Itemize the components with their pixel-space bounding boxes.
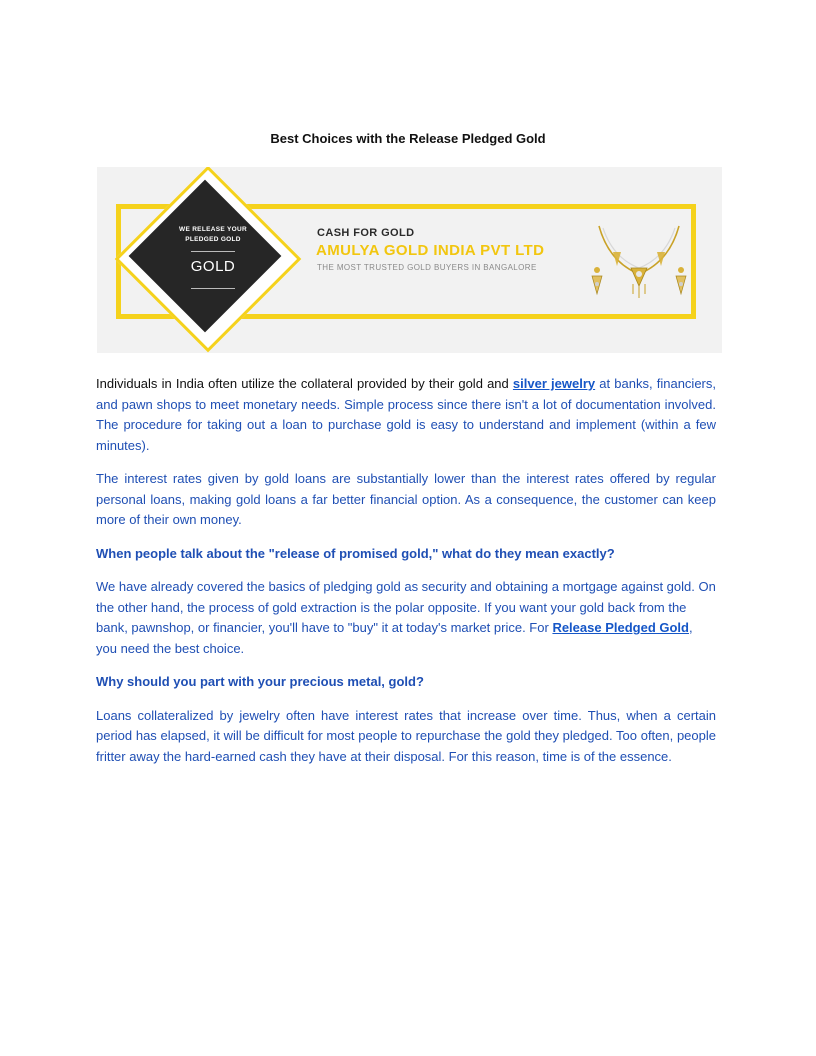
- badge-main: GOLD: [190, 258, 236, 275]
- badge-line1: WE RELEASE YOUR: [179, 226, 247, 233]
- paragraph-1-rest: at banks, financiers, and pawn shops to meet monetary needs. Simple process since there isn't a lot of documentation involved. The procedure for taking out a loan to purchase gold is easy to understand and implement (within a few minutes).: [96, 376, 716, 453]
- document-title: Best Choices with the Release Pledged Gold: [270, 131, 546, 146]
- paragraph-3-end: , you need the best choice.: [96, 620, 693, 656]
- banner-kicker: CASH FOR GOLD: [317, 227, 415, 239]
- gold-necklace-earrings-icon: [591, 222, 687, 300]
- paragraph-4: Loans collateralized by jewelry often have interest rates that increase over time. Thus, when a certain period has elapsed, it will be difficult for most people to repurchase the gold they pledged. Too often, people fritter away the hard-earned cash they have at their disposal. For this reason, time is of the essence.: [96, 707, 716, 764]
- paragraph-1-intro: Individuals in India often utilize the collateral provided by their gold and: [96, 376, 509, 391]
- paragraph-3-text: We have already covered the basics of pledging gold as security and obtaining a mortgage against gold. On the other hand, the process of gold extraction is the polar opposite. If you want your gold back from the bank, pawnshop, or financier, you'll have to "buy" it at today's market price. For: [96, 579, 716, 635]
- badge-text: [167, 225, 259, 289]
- promo-banner: [97, 167, 722, 353]
- silver-jewelry-link[interactable]: silver jewelry: [512, 376, 596, 391]
- section-heading-2: Why should you part with your precious metal, gold?: [96, 674, 424, 689]
- article-body: [96, 374, 716, 780]
- release-pledged-gold-link[interactable]: Release Pledged Gold: [552, 620, 689, 635]
- paragraph-2: The interest rates given by gold loans are substantially lower than the interest rates offered by regular personal loans, making gold loans a far better financial option. As a consequence, the customer can keep more of their own money.: [96, 471, 716, 527]
- banner-company: AMULYA GOLD INDIA PVT LTD: [316, 242, 545, 259]
- section-heading-1: When people talk about the "release of promised gold," what do they mean exactly?: [96, 545, 615, 561]
- badge-divider-bottom: [191, 288, 235, 289]
- banner-tagline: THE MOST TRUSTED GOLD BUYERS IN BANGALORE: [317, 263, 537, 272]
- badge-divider: [191, 251, 235, 252]
- paragraph-3: [96, 577, 716, 659]
- badge-line2: PLEDGED GOLD: [185, 236, 241, 243]
- paragraph-1: [96, 374, 716, 456]
